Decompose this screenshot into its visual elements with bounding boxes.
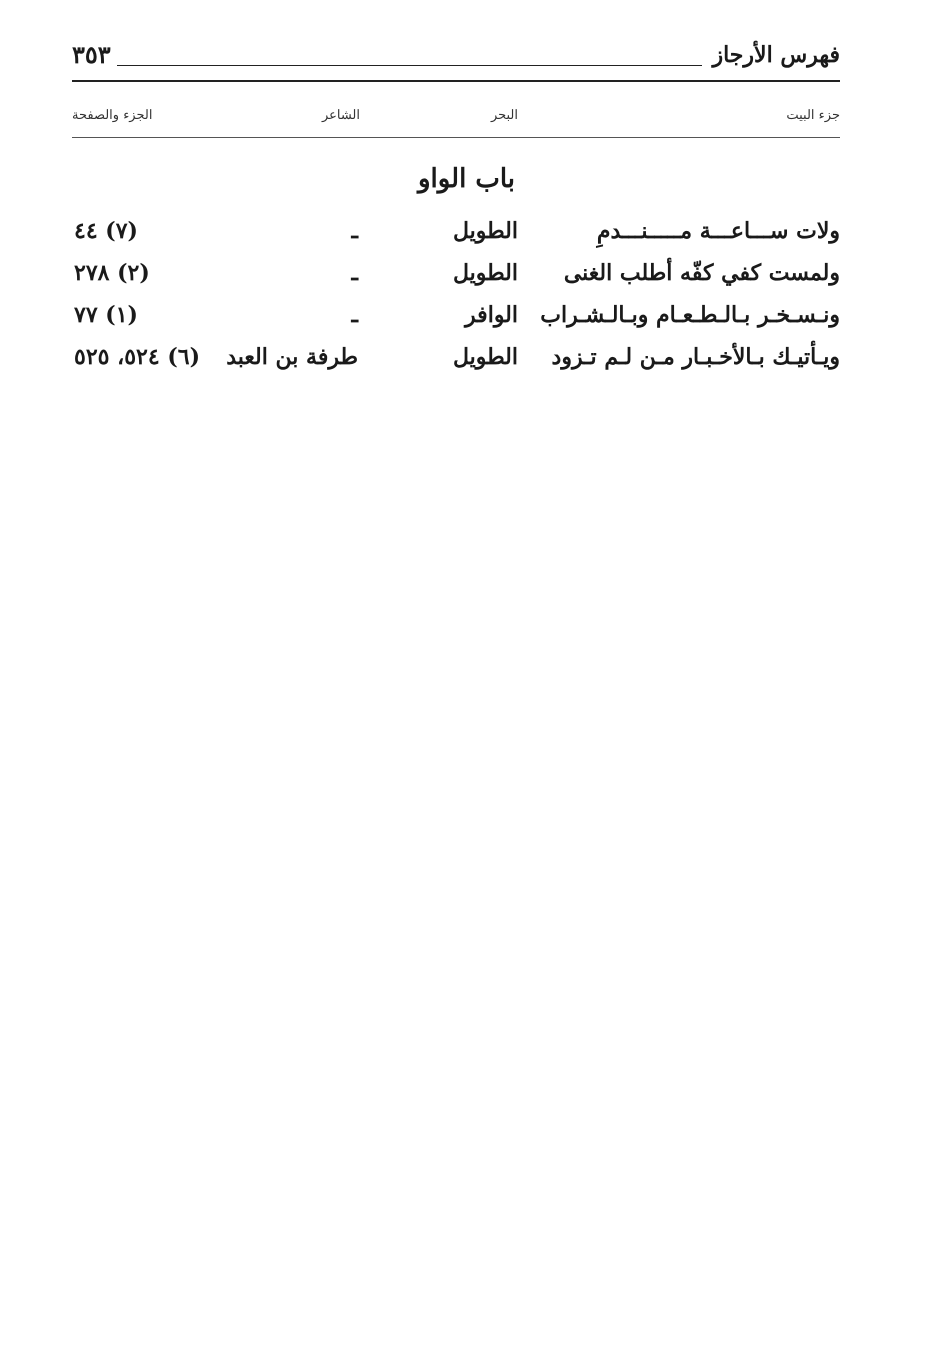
entry-row (72, 302, 840, 344)
entry-meter: الطويل (452, 218, 518, 244)
entry-poet: ـ (351, 260, 358, 286)
running-head (72, 40, 840, 76)
column-header-volume-page: الجزء والصفحة (72, 108, 153, 123)
entry-meter: الطويل (452, 344, 518, 370)
header-rule (112, 65, 730, 66)
entry-row (72, 218, 840, 260)
entry-poet: ـ (351, 302, 358, 328)
entry-verse: ولمست كفي كفّه أطلب الغنى (563, 260, 840, 286)
entry-row (72, 344, 840, 386)
section-title: فهرس الأرجاز (702, 42, 840, 68)
entry-volume-page: (٦) ٥٢٤، ٥٢٥ (74, 344, 200, 370)
column-header-rule (72, 137, 840, 138)
entry-volume-page: (١) ٧٧ (74, 302, 138, 328)
chapter-heading: باب الواو (417, 164, 516, 194)
entry-meter: الوافر (465, 302, 518, 328)
entry-verse: ونـسـخـر بـالـطـعـام وبـالـشـراب (540, 302, 840, 328)
entries-list (72, 218, 840, 386)
column-header-poet: الشاعر (321, 108, 360, 123)
entry-poet: ـ (351, 218, 358, 244)
entry-meter: الطويل (452, 260, 518, 286)
column-headers (72, 108, 840, 130)
column-header-meter: البحر (490, 108, 518, 123)
entry-volume-page: (٧) ٤٤ (74, 218, 138, 244)
entry-row (72, 260, 840, 302)
entry-poet: طرفة بن العبد (226, 344, 358, 370)
column-header-verse: جزء البيت (786, 108, 840, 123)
entry-verse: ولات ســـاعـــة مـــــنـــدمِ (596, 218, 840, 244)
entry-verse: ويـأتيـك بـالأخـبـار مـن لـم تـزود (551, 344, 840, 370)
entry-volume-page: (٢) ٢٧٨ (74, 260, 150, 286)
page-number: ٣٥٣ (72, 40, 117, 69)
header-divider (72, 80, 840, 82)
